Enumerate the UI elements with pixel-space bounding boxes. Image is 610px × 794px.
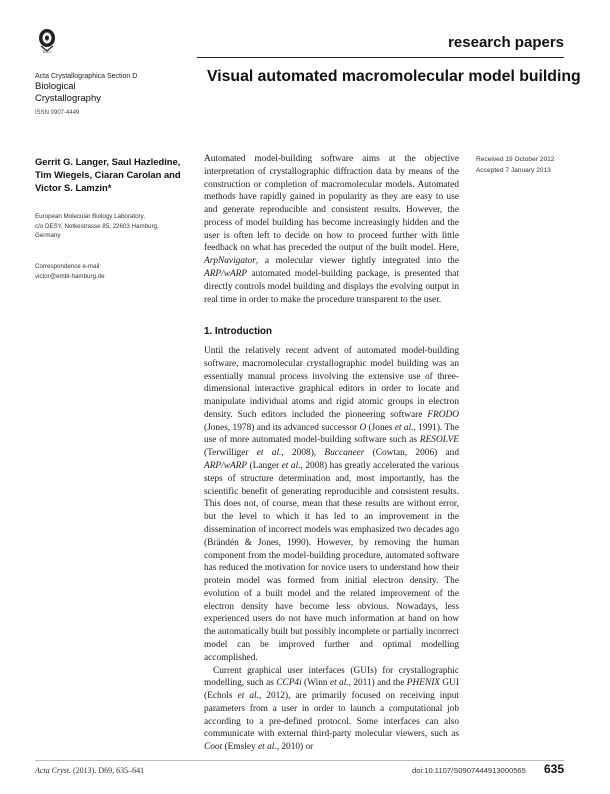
software-name: ARP/wARP [204,461,248,472]
body-text: , 2008) has greatly accelerated the various steps of structure determination and, most importantly, has the scientific benefit of generating reproducible and consistent results. This does not, of course, mean that these results are without error, but the level to which it has led to an improvement in the dissemination of incorrect models was emphasized two decades ago (Brändén & Jones, 1990). However, by removing the human component from the model-building procedure, automated software has reduced the motivation for novice users to understand how their protein model was formed from initial electron density. The evolution of a built model and the related improvement of the electron density have become less obvious. Nowadays, less experienced users do not have much information at hand on how the automatically built but possibly incomplete or partially incorrect model can be improved further and optimal modelling accomplished. [204,461,459,663]
section-heading-introduction: 1. Introduction [204,326,273,337]
footer-citation [35,766,144,775]
correspondence [35,262,195,281]
body-text: (Langer [247,461,282,472]
software-name: ArpNavigator [204,256,256,267]
body-text: , 2010) or [276,742,314,753]
section-label: research papers [448,34,564,51]
article-dates [476,154,554,176]
journal-subtitle-line1: Biological [35,81,76,92]
paragraph [204,665,459,754]
software-name: O [359,422,367,433]
correspondence-label: Correspondence e-mail: [35,263,102,270]
journal-issn: ISSN 0907-4449 [35,110,80,116]
footer-doi[interactable]: doi:10.1107/S0907444913000565 [412,766,526,775]
abstract-text: , a molecular viewer tightly integrated into the [255,256,459,267]
accepted-date: Accepted 7 January 2013 [476,167,551,174]
page-number: 635 [543,762,564,776]
affiliation-line: Germany [35,232,61,240]
affiliation-line: c/o DESY, Notkestrasse 85, 22603 Hamburg, [35,222,159,230]
body-text: Until the relatively recent advent of automated model-building software, macromolecular crystallographic model building was an essentially manual process involving the extensive use of three-dimensional interactive graphical editors in order to locate and manipulate individual atoms and rigid atomic groups in electron density. Such editors included the pioneering software [204,346,459,420]
body-text: (Jones, 1978) and its advanced successor [204,422,360,433]
article-title: Visual automated macromolecular model building [207,68,581,85]
body-text: , 2008), [281,448,325,459]
abstract-text: automated model-building package, is presented that directly controls model building and displays the evolving output in real time in order to make the procedure transparent to the user. [204,269,459,305]
correspondence-email[interactable]: victor@embl-hamburg.de [35,272,105,280]
footer-divider [35,760,564,761]
body-text: , 2011) and the [348,678,407,689]
journal-name: Acta Crystallographica Section D [35,73,138,80]
et-al: et al. [394,422,414,433]
et-al: et al. [329,678,349,689]
body-text: (Terwilliger [204,448,257,459]
software-name: ARP/wARP [204,269,248,280]
journal-info [35,72,195,116]
author-list: Gerrit G. Langer, Saul Hazledine, Tim Wiegels, Ciaran Carolan and Victor S. Lamzin* [35,156,181,193]
et-al: et al. [237,691,259,702]
received-date: Received 19 October 2012 [476,156,555,163]
journal-subtitle-line2: Crystallography [35,92,101,104]
body-text: (Cowtan, 2006) and [364,448,459,459]
citation-text: (2013). D69, 635–641 [71,766,145,775]
software-name: CCP4i [276,678,302,689]
abstract [204,153,459,306]
software-name: Coot [204,742,223,753]
body-text: , 1991). The use of more automated model-building software such as [204,422,459,446]
affiliation-line: European Molecular Biology Laboratory, [35,213,145,220]
body-text: , 2012), are primarily focused on receiving input parameters from a user in order to launch a computational job according to a pre-defined protocol. Some interfaces can also communicate with external third-party molecular viewers, such as [204,691,459,740]
body-text: (Emsley [222,742,258,753]
et-al: et al. [281,461,301,472]
header-divider [197,57,564,58]
abstract-text: Automated model-building software aims at the objective interpretation of crystallographic diffraction data by means of the construction or completion of macromolecular models. Automated methods have rapidly gained in popularity as they are easy to use and generate reproducible and consistent results. However, the process of model building has become increasingly hidden and the user is often left to decide on how to proceed further with little feedback on what has preceded the output of the built model. Here, [204,154,459,254]
software-name: FRODO [427,409,459,420]
affiliation [35,212,195,241]
body-text: (Jones [366,422,395,433]
software-name: RESOLVE [419,435,459,446]
et-al: et al. [256,448,282,459]
body-text: Current graphical user interfaces (GUIs) for crystallographic modelling, such as [204,665,459,689]
body-text: GUI (Echols [204,678,459,702]
software-name: Buccaneer [324,448,365,459]
et-al: et al. [258,742,277,753]
introduction-body [204,345,459,754]
body-text: (Winn [301,678,330,689]
paragraph [204,345,459,665]
logo-text: IUCr [42,49,52,54]
software-name: PHENIX [406,678,441,689]
journal-abbrev: Acta Cryst. [35,766,71,775]
